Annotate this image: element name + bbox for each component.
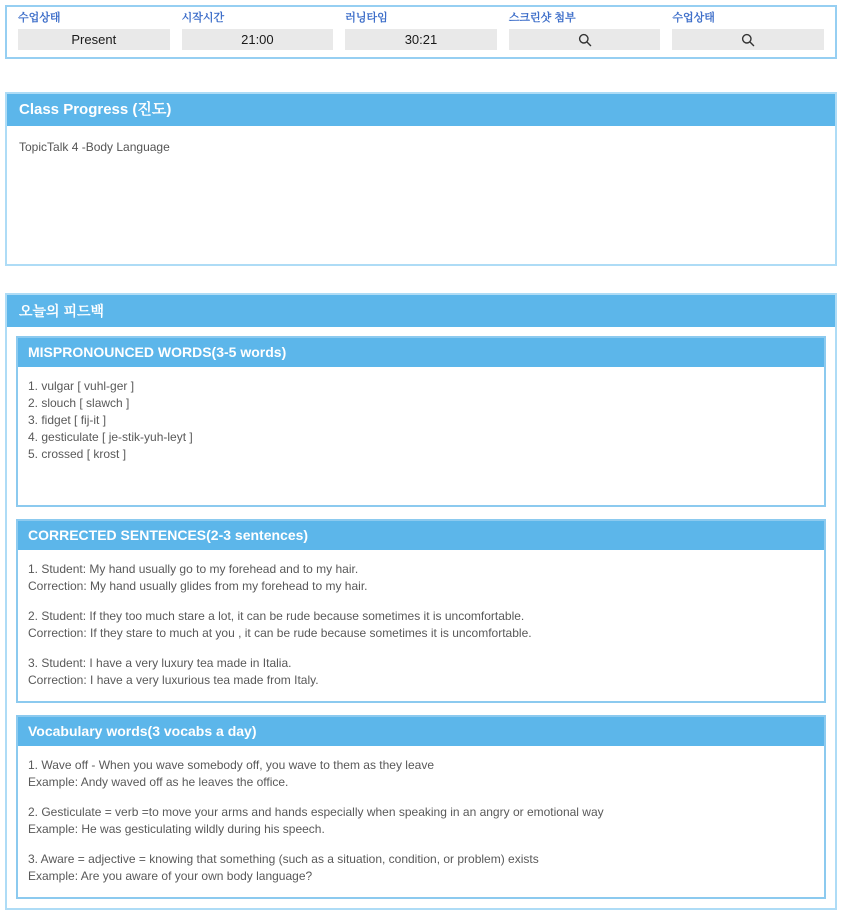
screenshot-attach-button[interactable] <box>509 29 661 50</box>
class-progress-panel <box>5 92 837 266</box>
search-icon <box>578 33 592 47</box>
vocab-definition: 1. Wave off - When you wave somebody off, you wave to them as they leave <box>28 758 434 772</box>
field-screenshot-attach <box>509 12 661 50</box>
vocabulary-words-box <box>16 715 826 899</box>
corrected-sentences-content <box>18 550 824 701</box>
student-sentence: 2. Student: If they too much stare a lot, it can be rude because sometimes it is uncomfortable. <box>28 609 525 623</box>
mispronounced-words-content <box>18 367 824 505</box>
field-start-time <box>182 12 334 50</box>
field-label: 스크린샷 첨부 <box>508 12 576 24</box>
word-line: 4. gesticulate [ je-stik-yuh-leyt ] <box>28 430 193 444</box>
class-status-search-button[interactable] <box>672 29 824 50</box>
vocab-definition: 2. Gesticulate = verb =to move your arms and hands especially when speaking in an angry or emotional way <box>28 805 604 819</box>
word-line: 2. slouch [ slawch ] <box>28 396 130 410</box>
vocab-definition: 3. Aware = adjective = knowing that something (such as a situation, condition, or problem) exists <box>28 852 539 866</box>
vocab-example: Example: He was gesticulating wildly during his speech. <box>28 822 325 836</box>
corrected-sentence: Correction: My hand usually glides from my forehead to my hair. <box>28 579 368 593</box>
correction-pair <box>28 655 814 689</box>
class-progress-content: TopicTalk 4 -Body Language <box>19 140 170 154</box>
class-progress-title: Class Progress (진도) <box>7 94 835 126</box>
vocab-entry <box>28 851 814 885</box>
field-class-status-2 <box>672 12 824 50</box>
feedback-panel <box>5 293 837 910</box>
vocab-example: Example: Are you aware of your own body language? <box>28 869 313 883</box>
feedback-title: 오늘의 피드백 <box>7 295 835 327</box>
field-label: 수업상태 <box>18 12 61 24</box>
class-info-bar <box>5 5 837 59</box>
mispronounced-words-title: MISPRONOUNCED WORDS(3-5 words) <box>18 338 824 367</box>
word-line: 5. crossed [ krost ] <box>28 447 127 461</box>
field-label: 수업상태 <box>672 12 715 24</box>
corrected-sentences-title: CORRECTED SENTENCES(2-3 sentences) <box>18 521 824 550</box>
field-class-status <box>18 12 170 50</box>
feedback-body <box>7 327 835 908</box>
vocab-entry <box>28 757 814 791</box>
vocab-entry <box>28 804 814 838</box>
correction-pair <box>28 561 814 595</box>
vocabulary-words-title: Vocabulary words(3 vocabs a day) <box>18 717 824 746</box>
mispronounced-words-box <box>16 336 826 507</box>
running-time-input[interactable]: 30:21 <box>345 29 497 50</box>
word-line: 1. vulgar [ vuhl-ger ] <box>28 379 135 393</box>
corrected-sentences-box <box>16 519 826 703</box>
start-time-input[interactable]: 21:00 <box>182 29 334 50</box>
corrected-sentence: Correction: I have a very luxurious tea made from Italy. <box>28 673 319 687</box>
field-label: 시작시간 <box>181 12 225 24</box>
correction-pair <box>28 608 814 642</box>
field-label: 러닝타임 <box>345 12 388 24</box>
student-sentence: 1. Student: My hand usually go to my forehead and to my hair. <box>28 562 359 576</box>
vocabulary-words-content <box>18 746 824 897</box>
search-icon <box>741 33 755 47</box>
student-sentence: 3. Student: I have a very luxury tea made in Italia. <box>28 656 292 670</box>
vocab-example: Example: Andy waved off as he leaves the office. <box>28 775 289 789</box>
class-status-input[interactable]: Present <box>18 29 170 50</box>
field-running-time <box>345 12 497 50</box>
word-line: 3. fidget [ fij-it ] <box>28 413 107 427</box>
corrected-sentence: Correction: If they stare to much at you , it can be rude because sometimes it is uncomfortable. <box>28 626 532 640</box>
